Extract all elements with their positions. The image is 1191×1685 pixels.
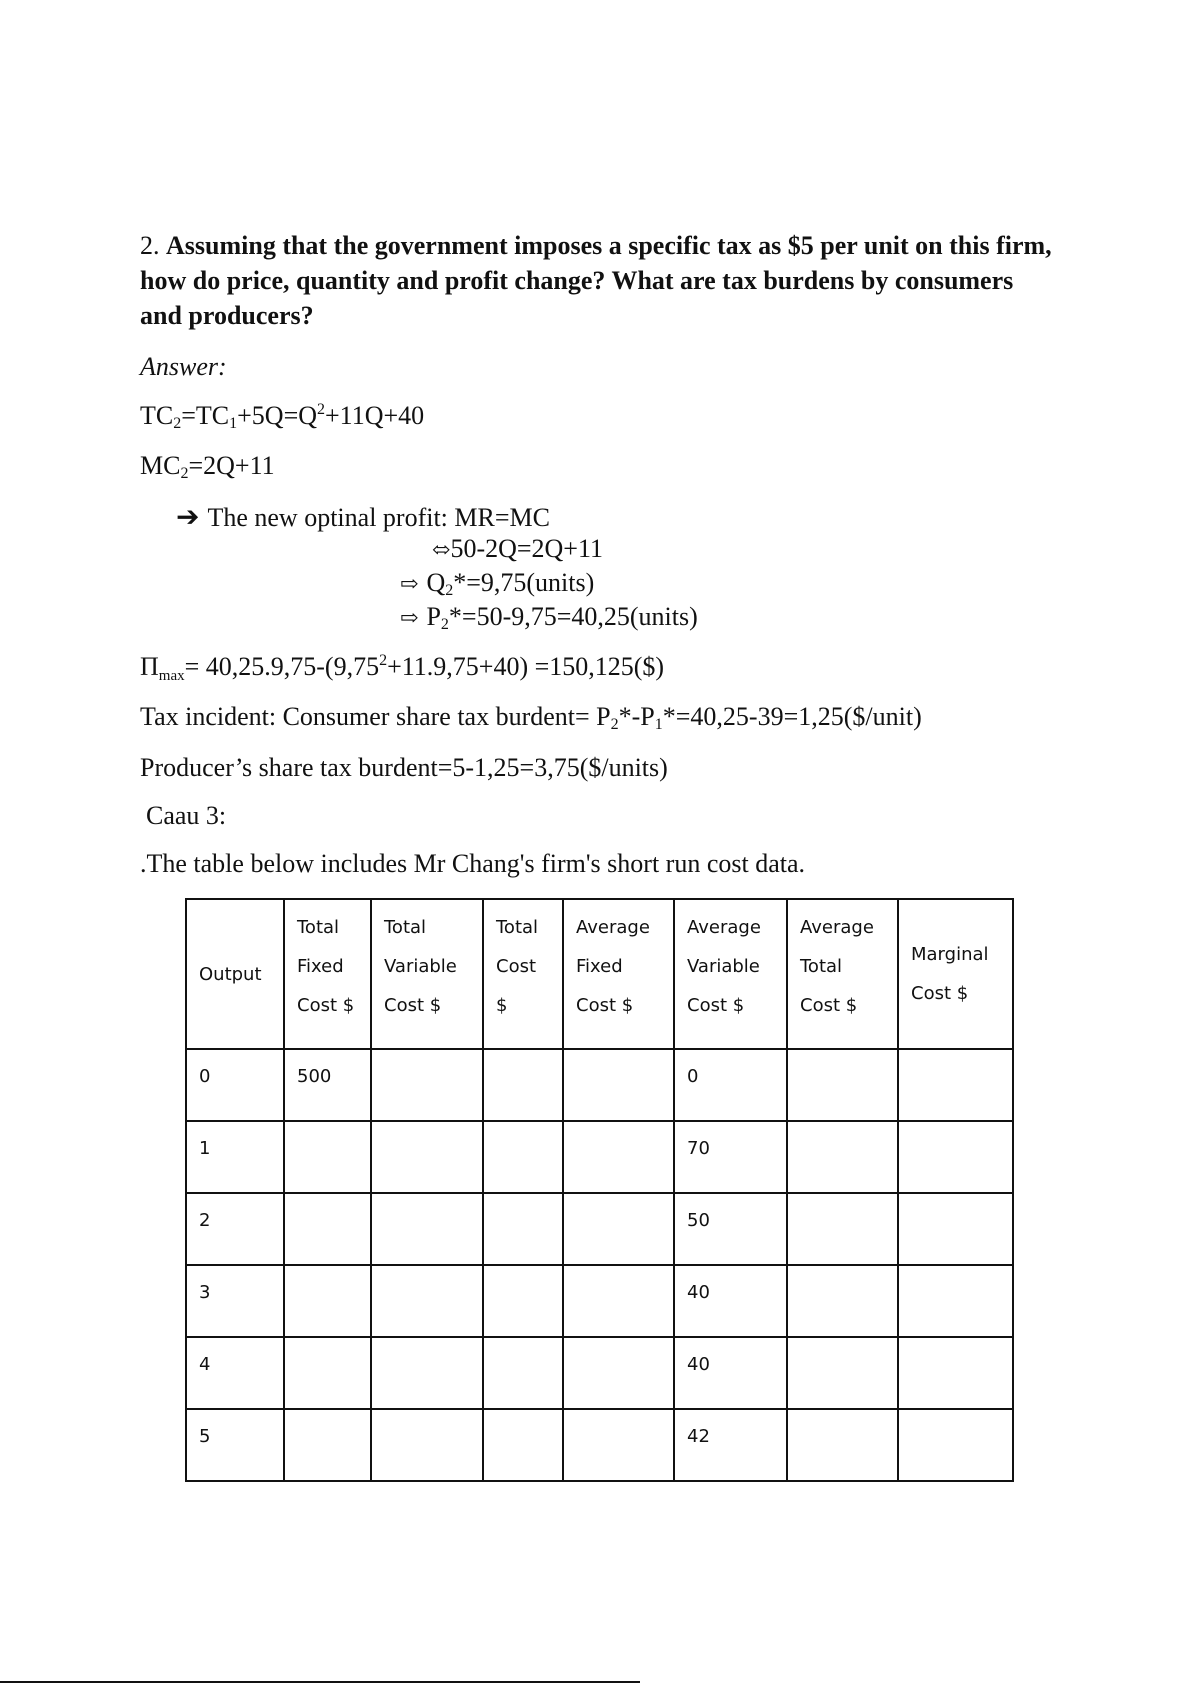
header-output [186, 899, 284, 1049]
equation-tc2 [140, 401, 424, 433]
table-cell [787, 1049, 898, 1121]
implies-arrow-icon: ⇨ [400, 605, 419, 630]
header-label: Output [199, 963, 262, 985]
optimal-profit-line [176, 500, 550, 534]
consumer-tax-burden [140, 702, 922, 734]
header-label: Total [800, 956, 843, 977]
eq-text: Q [426, 568, 446, 597]
table-cell [483, 1265, 563, 1337]
eq-text: Tax incident: Consumer share tax burdent= P [140, 702, 611, 731]
header-label: Average [687, 917, 761, 938]
eq-text: *=40,25-39=1,25($/unit) [662, 702, 922, 731]
eq-subscript: 2 [173, 415, 182, 432]
table-row [186, 1121, 1013, 1193]
cost-table [185, 898, 1014, 1482]
table-cell [898, 1337, 1013, 1409]
header-label: Total [496, 917, 539, 938]
header-label: Cost $ [576, 995, 634, 1016]
table-intro: .The table below includes Mr Chang's firm's short run cost data. [140, 849, 806, 878]
equation-step3 [400, 602, 698, 634]
table-cell: 2 [186, 1193, 284, 1265]
header-label: Cost $ [800, 995, 858, 1016]
equation-profit-max [140, 652, 664, 685]
table-cell [371, 1265, 483, 1337]
header-total-cost [483, 899, 563, 1049]
header-total-fixed-cost [284, 899, 371, 1049]
table-cell: 4 [186, 1337, 284, 1409]
eq-subscript: 2 [445, 582, 454, 599]
table-cell [563, 1409, 674, 1481]
table-cell: 0 [674, 1049, 787, 1121]
eq-text: = 40,25.9,75-(9,75 [184, 652, 380, 681]
table-cell: 1 [186, 1121, 284, 1193]
table-cell [898, 1265, 1013, 1337]
table-cell: 40 [674, 1337, 787, 1409]
table-cell [483, 1337, 563, 1409]
header-label: Variable [687, 956, 760, 977]
table-cell [371, 1121, 483, 1193]
table-cell [563, 1337, 674, 1409]
footer-divider [0, 1681, 640, 1683]
table-cell [898, 1193, 1013, 1265]
table-row [186, 1049, 1013, 1121]
table-cell [787, 1121, 898, 1193]
eq-subscript: 2 [610, 716, 619, 733]
table-cell [563, 1265, 674, 1337]
table-cell [483, 1409, 563, 1481]
equation-step2 [400, 568, 594, 600]
header-label: Marginal [911, 944, 989, 965]
implies-arrow-icon: ⇨ [400, 571, 419, 596]
equivalence-arrow-icon: ⬄ [432, 537, 451, 562]
header-label: Cost $ [384, 995, 442, 1016]
table-cell: 5 [186, 1409, 284, 1481]
table-cell: 42 [674, 1409, 787, 1481]
table-cell [898, 1409, 1013, 1481]
table-cell [371, 1337, 483, 1409]
eq-superscript: 2 [317, 401, 326, 418]
header-label: Average [576, 917, 650, 938]
eq-text: +5Q=Q [237, 401, 318, 430]
eq-subscript: 2 [440, 616, 449, 633]
header-label: Variable [384, 956, 457, 977]
question-3-heading: Caau 3: [146, 801, 227, 830]
eq-text: TC [140, 401, 174, 430]
eq-text: *=9,75(units) [453, 568, 595, 597]
eq-subscript: 1 [229, 415, 238, 432]
question-number: 2. [140, 231, 160, 260]
header-marginal-cost [898, 899, 1013, 1049]
equation-mc2 [140, 451, 275, 483]
header-label: Cost $ [911, 983, 969, 1004]
table-row [186, 1265, 1013, 1337]
header-label: Cost $ [297, 995, 355, 1016]
table-cell [563, 1049, 674, 1121]
eq-text: =2Q+11 [188, 451, 275, 480]
producer-tax-burden: Producer’s share tax burdent=5-1,25=3,75($/units) [140, 753, 668, 782]
table-cell: 40 [674, 1265, 787, 1337]
table-row [186, 1409, 1013, 1481]
header-label: Average [800, 917, 874, 938]
table-cell [787, 1409, 898, 1481]
header-average-variable-cost [674, 899, 787, 1049]
question-text: Assuming that the government imposes a specific tax as $5 per unit on this firm, how do price, quantity and profit change? What are tax burdens by consumers and producers? [140, 231, 1052, 330]
eq-subscript: max [158, 668, 185, 684]
table-cell [371, 1049, 483, 1121]
arrow-right-icon: ➔ [176, 502, 200, 533]
equation-step1 [432, 534, 603, 564]
table-cell [284, 1409, 371, 1481]
table-cell [284, 1337, 371, 1409]
table-cell [563, 1121, 674, 1193]
eq-subscript: 2 [180, 465, 189, 482]
header-label: $ [496, 995, 508, 1016]
header-label: Total [297, 917, 340, 938]
header-label: Cost [496, 956, 537, 977]
eq-text: 50-2Q=2Q+11 [450, 534, 604, 563]
table-cell [284, 1121, 371, 1193]
table-cell [563, 1193, 674, 1265]
table-cell [483, 1193, 563, 1265]
table-cell [787, 1265, 898, 1337]
table-cell [787, 1337, 898, 1409]
table-cell [284, 1193, 371, 1265]
table-cell: 0 [186, 1049, 284, 1121]
table-cell [787, 1193, 898, 1265]
table-cell [371, 1409, 483, 1481]
answer-label: Answer: [140, 352, 227, 381]
eq-text: =TC [181, 401, 230, 430]
table-cell [284, 1265, 371, 1337]
eq-text: P [426, 602, 441, 631]
table-cell [483, 1049, 563, 1121]
header-label: Fixed [297, 956, 344, 977]
header-total-variable-cost [371, 899, 483, 1049]
table-cell: 3 [186, 1265, 284, 1337]
table-cell: 70 [674, 1121, 787, 1193]
header-label: Total [384, 917, 427, 938]
table-row [186, 1337, 1013, 1409]
table-cell [371, 1193, 483, 1265]
eq-text: MC [140, 451, 181, 480]
table-cell: 50 [674, 1193, 787, 1265]
table-cell [483, 1121, 563, 1193]
header-label: Cost $ [687, 995, 745, 1016]
eq-text: *-P [618, 702, 655, 731]
question-2 [140, 228, 1060, 333]
header-label: Fixed [576, 956, 623, 977]
eq-text: *=50-9,75=40,25(units) [448, 602, 698, 631]
header-average-fixed-cost [563, 899, 674, 1049]
table-cell [898, 1121, 1013, 1193]
header-average-total-cost [787, 899, 898, 1049]
eq-text: +11.9,75+40) =150,125($) [387, 652, 665, 681]
eq-text: +11Q+40 [325, 401, 425, 430]
eq-superscript: 2 [379, 652, 388, 669]
eq-text: Π [140, 652, 159, 681]
table-cell [898, 1049, 1013, 1121]
table-row [186, 1193, 1013, 1265]
table-cell: 500 [284, 1049, 371, 1121]
eq-subscript: 1 [654, 716, 663, 733]
table-header-row [186, 899, 1013, 1049]
eq-text: The new optinal profit: MR=MC [207, 503, 550, 532]
